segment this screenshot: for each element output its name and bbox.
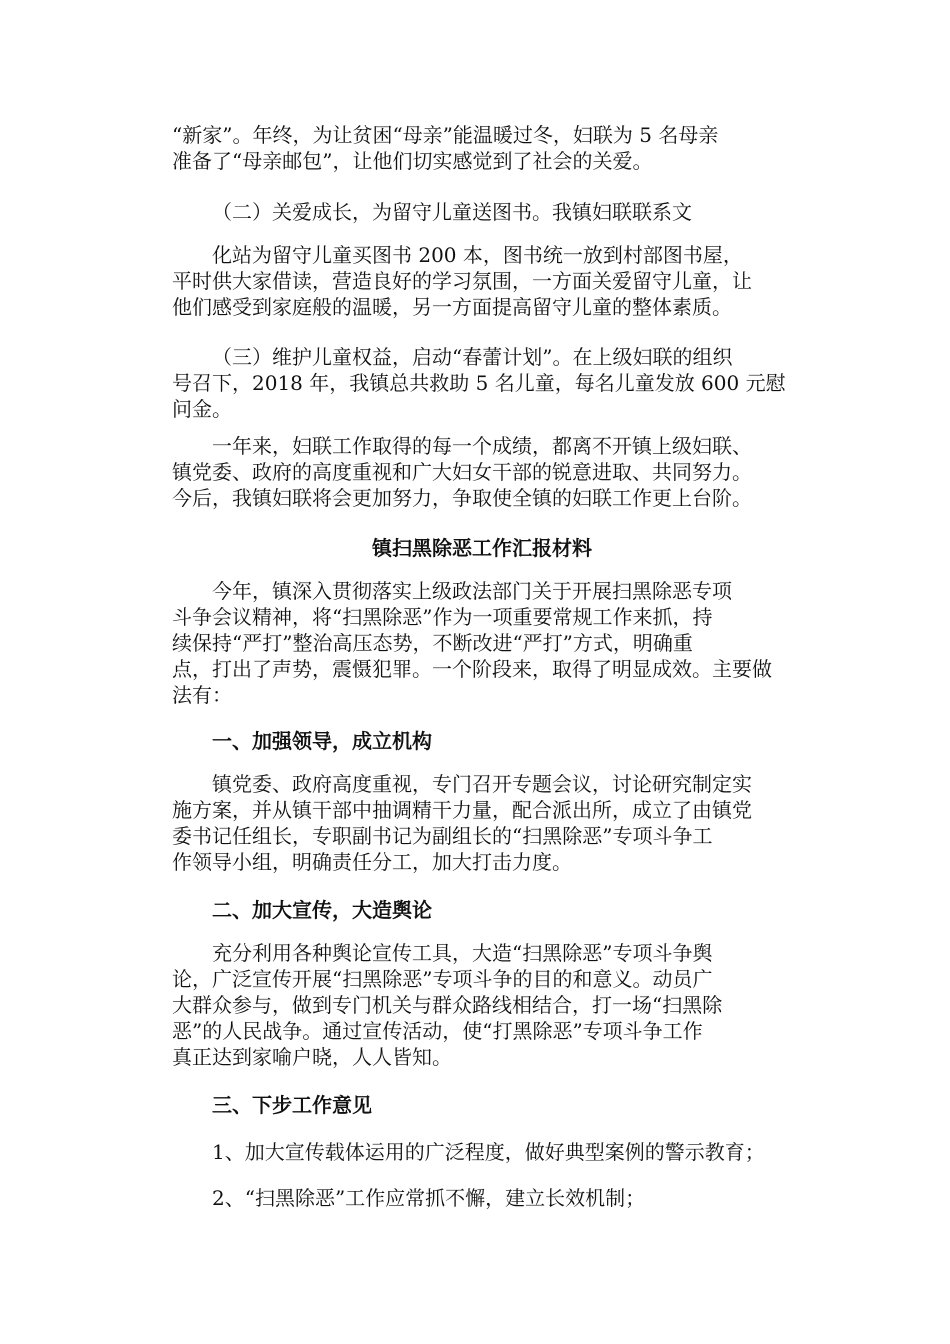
text-line: 准备了“母亲邮包”，让他们切实感觉到了社会的关爱。	[172, 149, 653, 173]
text-line: （三）维护儿童权益，启动“春蕾计划”。在上级妇联的组织	[212, 345, 733, 369]
title-text: 镇扫黑除恶工作汇报材料	[372, 536, 592, 560]
section-heading-2	[172, 897, 792, 923]
text-line: 真正达到家喻户晓，人人皆知。	[172, 1045, 452, 1069]
section-heading-1	[172, 728, 792, 754]
text-line: 续保持“严打”整治高压态势，不断改进“严打”方式，明确重	[172, 631, 693, 655]
text-line: 法有：	[172, 683, 232, 707]
text-line: （二）关爱成长，为留守儿童送图书。我镇妇联联系文	[212, 200, 692, 224]
heading-text: 二、加大宣传，大造舆论	[212, 898, 432, 922]
text-line: 大群众参与，做到专门机关与群众路线相结合，打一场“扫黑除	[172, 993, 723, 1017]
section-heading-3	[172, 1092, 792, 1118]
paragraph-books-detail	[172, 242, 792, 320]
text-line: 一年来，妇联工作取得的每一个成绩，都离不开镇上级妇联、	[212, 434, 752, 458]
paragraph-publicity	[172, 940, 792, 1070]
text-line: 平时供大家借读，营造良好的学习氛围，一方面关爱留守儿童，让	[172, 269, 752, 293]
text-line: 委书记任组长，专职副书记为副组长的“扫黑除恶”专项斗争工	[172, 824, 713, 848]
text-line: 今年，镇深入贯彻落实上级政法部门关于开展扫黑除恶专项	[212, 579, 732, 603]
text-line: 恶”的人民战争。通过宣传活动，使“打黑除恶”专项斗争工作	[172, 1019, 703, 1043]
paragraph-introduction	[172, 578, 792, 708]
paragraph-mothers-package	[172, 122, 792, 174]
text-line: 斗争会议精神，将“扫黑除恶”作为一项重要常规工作来抓，持	[172, 605, 713, 629]
list-item-text: 1、加大宣传载体运用的广泛程度，做好典型案例的警示教育；	[212, 1140, 765, 1164]
text-line: 今后，我镇妇联将会更加努力，争取使全镇的妇联工作更上台阶。	[172, 486, 752, 510]
text-line: 他们感受到家庭般的温暖，另一方面提高留守儿童的整体素质。	[172, 295, 732, 319]
paragraph-books-heading	[172, 199, 792, 225]
text-line: 号召下，2018 年，我镇总共救助 5 名儿童，每名儿童发放 600 元慰	[172, 371, 786, 395]
text-line: 镇党委、政府的高度重视和广大妇女干部的锐意进取、共同努力。	[172, 460, 752, 484]
text-line: 点，打出了声势，震慑犯罪。一个阶段来，取得了明显成效。主要做	[172, 657, 772, 681]
paragraph-summary	[172, 433, 792, 511]
text-line: 作领导小组，明确责任分工，加大打击力度。	[172, 850, 572, 874]
list-item-1	[172, 1139, 792, 1165]
heading-text: 一、加强领导，成立机构	[212, 729, 432, 753]
text-line: 问金。	[172, 397, 232, 421]
text-line: 论，广泛宣传开展“扫黑除恶”专项斗争的目的和意义。动员广	[172, 967, 713, 991]
paragraph-leadership	[172, 771, 792, 875]
document-title	[172, 535, 792, 561]
text-line: 充分利用各种舆论宣传工具，大造“扫黑除恶”专项斗争舆	[212, 941, 713, 965]
heading-text: 三、下步工作意见	[212, 1093, 372, 1117]
text-line: 镇党委、政府高度重视，专门召开专题会议，讨论研究制定实	[212, 772, 752, 796]
text-line: 化站为留守儿童买图书 200 本，图书统一放到村部图书屋，	[212, 243, 743, 267]
text-line: “新家”。年终，为让贫困“母亲”能温暖过冬，妇联为 5 名母亲	[172, 123, 719, 147]
list-item-text: 2、“扫黑除恶”工作应常抓不懈，建立长效机制；	[212, 1186, 646, 1210]
list-item-2	[172, 1185, 792, 1211]
paragraph-chunlei-plan	[172, 344, 792, 422]
text-line: 施方案，并从镇干部中抽调精干力量，配合派出所，成立了由镇党	[172, 798, 752, 822]
